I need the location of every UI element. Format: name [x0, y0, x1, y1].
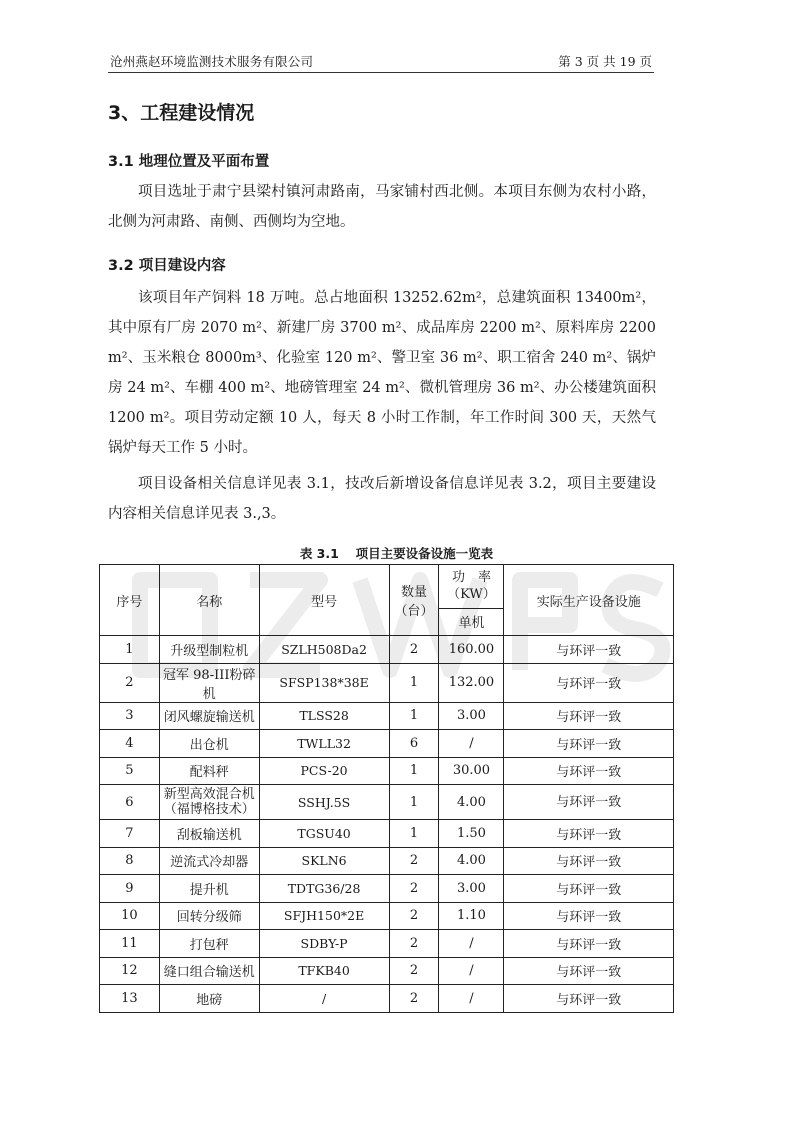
cell-name-line: （福博格技术）	[163, 802, 255, 817]
page-header	[108, 48, 654, 70]
cell-qty: 2	[389, 930, 439, 958]
paragraph-text: 该项目年产饲料 18 万吨。总占地面积 13252.62m²，总建筑面积 13400m²，其中原有厂房 2070 m²、新建厂房 3700 m²、成品库房 2200 m²、原料库房 2200 m²、玉米粮仓 8000m³、化验室 120 m²、警卫室 36 m²、职工宿舍 240 m²、锅炉房 24 m²、车棚 400 m²、地磅管理室 24 m²、微机管理房 36 m²、办公楼建筑面积 1200 m²。项目劳动定额 10 人，每天 8 小时工作制，年工作时间 300 天，天然气锅炉每天工作 5 小时。	[108, 290, 656, 456]
cell-actual: 与环评一致	[504, 875, 674, 903]
cell-qty: 1	[389, 757, 439, 785]
cell-name: 地磅	[159, 985, 259, 1013]
cell-qty: 1	[389, 702, 439, 730]
cell-no: 6	[100, 785, 160, 820]
cell-model: SFJH150*2E	[259, 902, 389, 930]
cell-model: SSHJ.5S	[259, 785, 389, 820]
cell-no: 2	[100, 663, 160, 702]
cell-actual: 与环评一致	[504, 847, 674, 875]
cell-actual: 与环评一致	[504, 957, 674, 985]
cell-model: TDTG36/28	[259, 875, 389, 903]
cell-actual: 与环评一致	[504, 985, 674, 1013]
cell-actual: 与环评一致	[504, 785, 674, 820]
header-power-sub: 单机	[439, 608, 504, 635]
cell-name: 打包秤	[159, 930, 259, 958]
cell-model: TFKB40	[259, 957, 389, 985]
cell-model: PCS-20	[259, 757, 389, 785]
cell-model: TGSU40	[259, 820, 389, 848]
cell-actual: 与环评一致	[504, 730, 674, 758]
cell-qty: 2	[389, 875, 439, 903]
table-row	[100, 820, 674, 848]
cell-power: /	[439, 957, 504, 985]
cell-qty: 2	[389, 636, 439, 664]
cell-power: /	[439, 930, 504, 958]
cell-actual: 与环评一致	[504, 930, 674, 958]
table-row	[100, 663, 674, 702]
paragraph-text: 项目选址于肃宁县梁村镇河肃路南，马家铺村西北侧。本项目东侧为农村小路，北侧为河肃路、南侧、西侧均为空地。	[108, 184, 656, 230]
cell-model: SZLH508Da2	[259, 636, 389, 664]
table-row	[100, 636, 674, 664]
cell-power: /	[439, 985, 504, 1013]
cell-qty: 2	[389, 957, 439, 985]
cell-qty: 6	[389, 730, 439, 758]
cell-no: 3	[100, 702, 160, 730]
cell-actual: 与环评一致	[504, 757, 674, 785]
paragraph-text: 项目设备相关信息详见表 3.1，技改后新增设备信息详见表 3.2，项目主要建设内容相关信息详见表 3.,3。	[108, 476, 656, 522]
cell-model: TLSS28	[259, 702, 389, 730]
header-actual: 实际生产设备设施	[504, 565, 674, 636]
cell-qty: 2	[389, 985, 439, 1013]
cell-name: 刮板输送机	[159, 820, 259, 848]
cell-name	[159, 785, 259, 820]
cell-name: 冠军 98-III粉碎机	[159, 663, 259, 702]
cell-no: 12	[100, 957, 160, 985]
cell-power: 4.00	[439, 785, 504, 820]
table-row	[100, 985, 674, 1013]
table-header-row	[100, 565, 674, 609]
equipment-table	[99, 564, 674, 1013]
cell-power: 160.00	[439, 636, 504, 664]
header-model: 型号	[259, 565, 389, 636]
header-qty: 数量（台）	[389, 565, 439, 636]
cell-name: 闭风螺旋输送机	[159, 702, 259, 730]
header-divider	[108, 72, 654, 73]
cell-name: 升级型制粒机	[159, 636, 259, 664]
cell-actual: 与环评一致	[504, 702, 674, 730]
cell-power: 4.00	[439, 847, 504, 875]
cell-power: 1.50	[439, 820, 504, 848]
table-row	[100, 957, 674, 985]
cell-name: 配料秤	[159, 757, 259, 785]
cell-qty: 2	[389, 902, 439, 930]
table-row	[100, 702, 674, 730]
cell-power: 3.00	[439, 875, 504, 903]
paragraph-construction	[108, 283, 656, 529]
cell-no: 9	[100, 875, 160, 903]
cell-name: 出仓机	[159, 730, 259, 758]
cell-actual: 与环评一致	[504, 663, 674, 702]
cell-model: /	[259, 985, 389, 1013]
table-row	[100, 785, 674, 820]
page-number: 第 3 页 共 19 页	[558, 54, 652, 69]
cell-no: 7	[100, 820, 160, 848]
table-row	[100, 902, 674, 930]
header-name: 名称	[159, 565, 259, 636]
cell-model: SFSP138*38E	[259, 663, 389, 702]
subsection-title-3-2: 3.2 项目建设内容	[108, 258, 226, 274]
cell-no: 1	[100, 636, 160, 664]
cell-actual: 与环评一致	[504, 820, 674, 848]
cell-power: /	[439, 730, 504, 758]
subsection-title-3-1: 3.1 地理位置及平面布置	[108, 154, 270, 170]
cell-power: 1.10	[439, 902, 504, 930]
table-row	[100, 730, 674, 758]
cell-no: 11	[100, 930, 160, 958]
cell-model: SKLN6	[259, 847, 389, 875]
cell-no: 4	[100, 730, 160, 758]
table-caption: 表 3.1 项目主要设备设施一览表	[299, 546, 494, 561]
paragraph-location	[108, 177, 656, 237]
cell-name: 提升机	[159, 875, 259, 903]
cell-model: SDBY-P	[259, 930, 389, 958]
cell-name: 缝口组合输送机	[159, 957, 259, 985]
table-row	[100, 757, 674, 785]
cell-actual: 与环评一致	[504, 902, 674, 930]
cell-name: 回转分级筛	[159, 902, 259, 930]
cell-no: 13	[100, 985, 160, 1013]
cell-name-line: 新型高效混合机	[163, 787, 255, 802]
cell-no: 8	[100, 847, 160, 875]
cell-actual: 与环评一致	[504, 636, 674, 664]
cell-no: 5	[100, 757, 160, 785]
cell-name: 逆流式冷却器	[159, 847, 259, 875]
table-row	[100, 875, 674, 903]
cell-qty: 1	[389, 785, 439, 820]
section-title: 3、工程建设情况	[108, 102, 255, 124]
cell-qty: 1	[389, 820, 439, 848]
cell-qty: 2	[389, 847, 439, 875]
header-power: 功 率（KW）	[439, 565, 504, 609]
cell-power: 132.00	[439, 663, 504, 702]
cell-power: 30.00	[439, 757, 504, 785]
table-row	[100, 930, 674, 958]
cell-no: 10	[100, 902, 160, 930]
company-name: 沧州燕赵环境监测技术服务有限公司	[110, 54, 314, 69]
cell-model: TWLL32	[259, 730, 389, 758]
cell-power: 3.00	[439, 702, 504, 730]
header-no: 序号	[100, 565, 160, 636]
cell-qty: 1	[389, 663, 439, 702]
table-row	[100, 847, 674, 875]
